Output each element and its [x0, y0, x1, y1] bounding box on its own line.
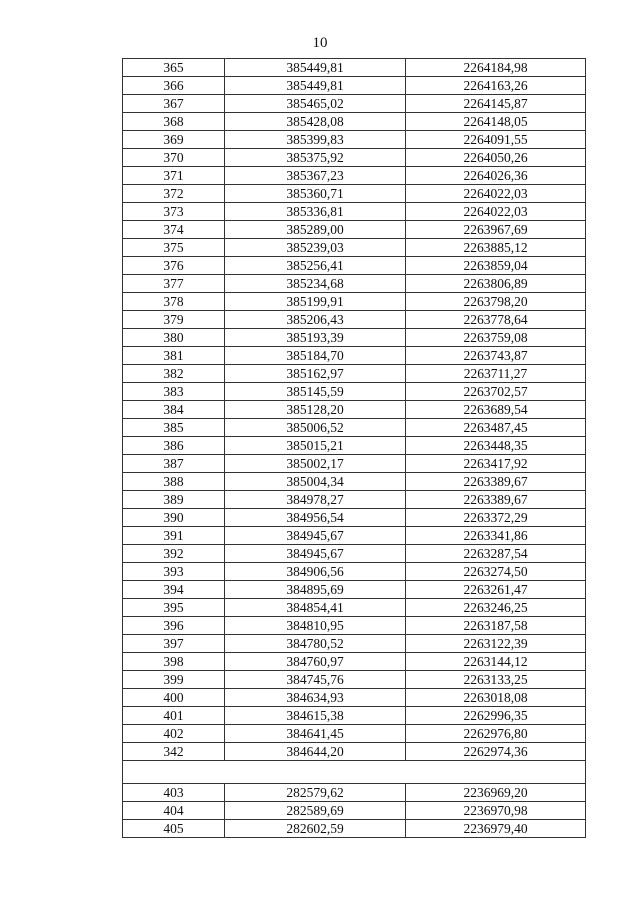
page-number: 10: [312, 35, 328, 51]
y-coordinate-cell: 2264148,05: [406, 113, 586, 131]
point-number-cell: 372: [123, 185, 225, 203]
x-coordinate-cell: 384634,93: [225, 689, 406, 707]
point-number-cell: 365: [123, 59, 225, 77]
y-coordinate-cell: 2263372,29: [406, 509, 586, 527]
table-row: [123, 131, 586, 149]
point-number-cell: 399: [123, 671, 225, 689]
point-number-cell: 378: [123, 293, 225, 311]
table-row: [123, 311, 586, 329]
y-coordinate-cell: 2263287,54: [406, 545, 586, 563]
x-coordinate-cell: 384615,38: [225, 707, 406, 725]
table-row: [123, 347, 586, 365]
table-row: [123, 725, 586, 743]
y-coordinate-cell: 2236970,98: [406, 802, 586, 820]
table-row: [123, 689, 586, 707]
y-coordinate-cell: 2263261,47: [406, 581, 586, 599]
x-coordinate-cell: 385128,20: [225, 401, 406, 419]
y-coordinate-cell: 2263798,20: [406, 293, 586, 311]
x-coordinate-cell: 384978,27: [225, 491, 406, 509]
point-number-cell: 383: [123, 383, 225, 401]
table-row: [123, 653, 586, 671]
table-row: [123, 113, 586, 131]
x-coordinate-cell: 384906,56: [225, 563, 406, 581]
x-coordinate-cell: 385004,34: [225, 473, 406, 491]
point-number-cell: 388: [123, 473, 225, 491]
table-row: [123, 77, 586, 95]
point-number-cell: 402: [123, 725, 225, 743]
table-row: [123, 802, 586, 820]
y-coordinate-cell: 2264022,03: [406, 185, 586, 203]
table-row: [123, 527, 586, 545]
y-coordinate-cell: 2263743,87: [406, 347, 586, 365]
point-number-cell: 396: [123, 617, 225, 635]
table-row: [123, 509, 586, 527]
x-coordinate-cell: 282602,59: [225, 820, 406, 838]
y-coordinate-cell: 2263274,50: [406, 563, 586, 581]
point-number-cell: 369: [123, 131, 225, 149]
y-coordinate-cell: 2264184,98: [406, 59, 586, 77]
y-coordinate-cell: 2262996,35: [406, 707, 586, 725]
table-row: [123, 599, 586, 617]
x-coordinate-cell: 385399,83: [225, 131, 406, 149]
y-coordinate-cell: 2264026,36: [406, 167, 586, 185]
point-number-cell: 397: [123, 635, 225, 653]
point-number-cell: 398: [123, 653, 225, 671]
table-row: [123, 365, 586, 383]
table-row: [123, 203, 586, 221]
table-row: [123, 671, 586, 689]
x-coordinate-cell: 385367,23: [225, 167, 406, 185]
point-number-cell: 368: [123, 113, 225, 131]
table-row: [123, 149, 586, 167]
table-row: [123, 473, 586, 491]
y-coordinate-cell: 2263711,27: [406, 365, 586, 383]
y-coordinate-cell: 2263144,12: [406, 653, 586, 671]
point-number-cell: 371: [123, 167, 225, 185]
x-coordinate-cell: 385428,08: [225, 113, 406, 131]
table-row: [123, 743, 586, 761]
y-coordinate-cell: 2263187,58: [406, 617, 586, 635]
y-coordinate-cell: 2263122,39: [406, 635, 586, 653]
y-coordinate-cell: 2263246,25: [406, 599, 586, 617]
x-coordinate-cell: 384745,76: [225, 671, 406, 689]
x-coordinate-cell: 384945,67: [225, 545, 406, 563]
table-row: [123, 635, 586, 653]
y-coordinate-cell: 2263133,25: [406, 671, 586, 689]
x-coordinate-cell: 384945,67: [225, 527, 406, 545]
x-coordinate-cell: 385239,03: [225, 239, 406, 257]
table-row: [123, 329, 586, 347]
table-separator-row: [123, 761, 586, 784]
table-row: [123, 275, 586, 293]
coordinates-table: [122, 58, 586, 838]
y-coordinate-cell: 2236969,20: [406, 784, 586, 802]
x-coordinate-cell: 384641,45: [225, 725, 406, 743]
point-number-cell: 373: [123, 203, 225, 221]
x-coordinate-cell: 385449,81: [225, 59, 406, 77]
x-coordinate-cell: 384810,95: [225, 617, 406, 635]
table-row: [123, 401, 586, 419]
point-number-cell: 374: [123, 221, 225, 239]
y-coordinate-cell: 2263859,04: [406, 257, 586, 275]
point-number-cell: 400: [123, 689, 225, 707]
point-number-cell: 376: [123, 257, 225, 275]
y-coordinate-cell: 2263759,08: [406, 329, 586, 347]
y-coordinate-cell: 2263778,64: [406, 311, 586, 329]
x-coordinate-cell: 385199,91: [225, 293, 406, 311]
x-coordinate-cell: 385002,17: [225, 455, 406, 473]
x-coordinate-cell: 384956,54: [225, 509, 406, 527]
table-row: [123, 784, 586, 802]
point-number-cell: 377: [123, 275, 225, 293]
x-coordinate-cell: 385015,21: [225, 437, 406, 455]
x-coordinate-cell: 385256,41: [225, 257, 406, 275]
x-coordinate-cell: 384760,97: [225, 653, 406, 671]
y-coordinate-cell: 2263417,92: [406, 455, 586, 473]
x-coordinate-cell: 384780,52: [225, 635, 406, 653]
x-coordinate-cell: 385162,97: [225, 365, 406, 383]
y-coordinate-cell: 2264145,87: [406, 95, 586, 113]
y-coordinate-cell: 2263341,86: [406, 527, 586, 545]
point-number-cell: 391: [123, 527, 225, 545]
table-row: [123, 563, 586, 581]
x-coordinate-cell: 384895,69: [225, 581, 406, 599]
point-number-cell: 394: [123, 581, 225, 599]
y-coordinate-cell: 2263885,12: [406, 239, 586, 257]
y-coordinate-cell: 2263448,35: [406, 437, 586, 455]
table-row: [123, 221, 586, 239]
point-number-cell: 370: [123, 149, 225, 167]
coordinates-table-body: [123, 59, 586, 838]
point-number-cell: 366: [123, 77, 225, 95]
y-coordinate-cell: 2264022,03: [406, 203, 586, 221]
point-number-cell: 404: [123, 802, 225, 820]
point-number-cell: 386: [123, 437, 225, 455]
y-coordinate-cell: 2263702,57: [406, 383, 586, 401]
x-coordinate-cell: 385375,92: [225, 149, 406, 167]
point-number-cell: 380: [123, 329, 225, 347]
point-number-cell: 375: [123, 239, 225, 257]
y-coordinate-cell: 2263689,54: [406, 401, 586, 419]
y-coordinate-cell: 2263967,69: [406, 221, 586, 239]
point-number-cell: 367: [123, 95, 225, 113]
table-row: [123, 257, 586, 275]
table-row: [123, 707, 586, 725]
x-coordinate-cell: 385465,02: [225, 95, 406, 113]
y-coordinate-cell: 2264163,26: [406, 77, 586, 95]
table-row: [123, 59, 586, 77]
y-coordinate-cell: 2264091,55: [406, 131, 586, 149]
table-row: [123, 95, 586, 113]
point-number-cell: 384: [123, 401, 225, 419]
x-coordinate-cell: 385184,70: [225, 347, 406, 365]
table-row: [123, 437, 586, 455]
x-coordinate-cell: 384854,41: [225, 599, 406, 617]
table-row: [123, 581, 586, 599]
x-coordinate-cell: 385360,71: [225, 185, 406, 203]
y-coordinate-cell: 2263389,67: [406, 473, 586, 491]
y-coordinate-cell: 2263018,08: [406, 689, 586, 707]
point-number-cell: 395: [123, 599, 225, 617]
x-coordinate-cell: 385234,68: [225, 275, 406, 293]
y-coordinate-cell: 2236979,40: [406, 820, 586, 838]
point-number-cell: 392: [123, 545, 225, 563]
point-number-cell: 387: [123, 455, 225, 473]
y-coordinate-cell: 2264050,26: [406, 149, 586, 167]
table-row: [123, 617, 586, 635]
table-row: [123, 293, 586, 311]
separator-cell: [123, 761, 586, 784]
point-number-cell: 390: [123, 509, 225, 527]
x-coordinate-cell: 384644,20: [225, 743, 406, 761]
table-row: [123, 491, 586, 509]
point-number-cell: 385: [123, 419, 225, 437]
point-number-cell: 403: [123, 784, 225, 802]
x-coordinate-cell: 385449,81: [225, 77, 406, 95]
x-coordinate-cell: 385145,59: [225, 383, 406, 401]
table-row: [123, 239, 586, 257]
x-coordinate-cell: 385336,81: [225, 203, 406, 221]
table-row: [123, 455, 586, 473]
y-coordinate-cell: 2263389,67: [406, 491, 586, 509]
x-coordinate-cell: 385006,52: [225, 419, 406, 437]
y-coordinate-cell: 2262974,36: [406, 743, 586, 761]
point-number-cell: 389: [123, 491, 225, 509]
table-row: [123, 185, 586, 203]
y-coordinate-cell: 2263806,89: [406, 275, 586, 293]
table-row: [123, 383, 586, 401]
y-coordinate-cell: 2263487,45: [406, 419, 586, 437]
point-number-cell: 393: [123, 563, 225, 581]
table-row: [123, 820, 586, 838]
point-number-cell: 381: [123, 347, 225, 365]
point-number-cell: 379: [123, 311, 225, 329]
point-number-cell: 401: [123, 707, 225, 725]
x-coordinate-cell: 385206,43: [225, 311, 406, 329]
point-number-cell: 405: [123, 820, 225, 838]
x-coordinate-cell: 282589,69: [225, 802, 406, 820]
x-coordinate-cell: 385193,39: [225, 329, 406, 347]
table-row: [123, 167, 586, 185]
y-coordinate-cell: 2262976,80: [406, 725, 586, 743]
x-coordinate-cell: 385289,00: [225, 221, 406, 239]
x-coordinate-cell: 282579,62: [225, 784, 406, 802]
table-row: [123, 545, 586, 563]
table-row: [123, 419, 586, 437]
point-number-cell: 342: [123, 743, 225, 761]
point-number-cell: 382: [123, 365, 225, 383]
